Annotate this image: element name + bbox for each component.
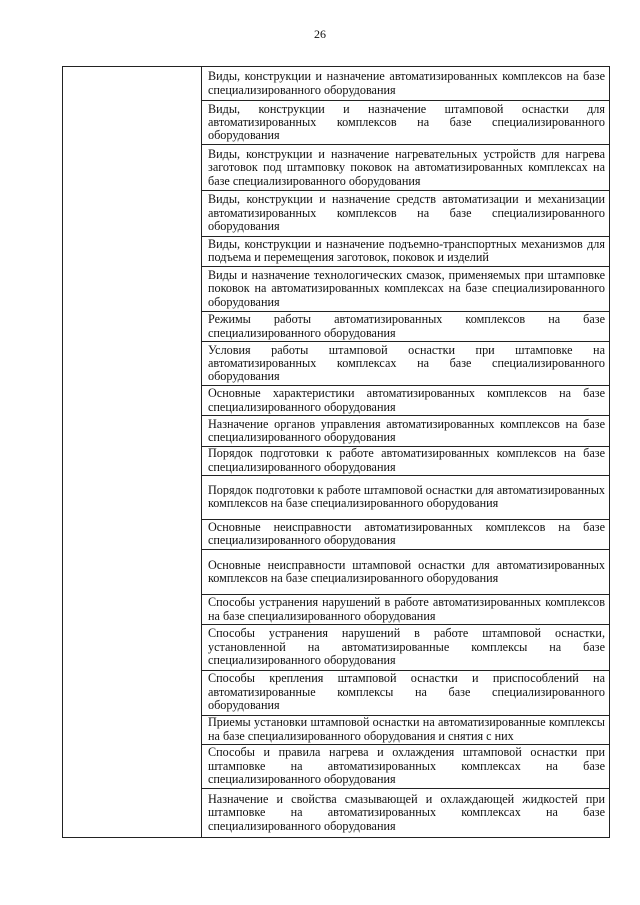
row-text: Виды, конструкции и назначение подъемно-транспортных механизмов для подъема и перемещения заготовок, поковок и изделий <box>208 236 605 265</box>
row-text: Основные характеристики автоматизированных комплексов на базе специализированного оборудования <box>208 386 605 414</box>
table-row <box>202 342 609 386</box>
table-row <box>202 745 609 789</box>
row-text: Режимы работы автоматизированных комплексов на базе специализированного оборудования <box>208 312 605 340</box>
table-row <box>202 671 609 716</box>
table-row <box>202 191 609 236</box>
row-text: Порядок подготовки к работе автоматизированных комплексов на базе специализированного оборудования <box>208 446 605 474</box>
table-left-column <box>63 67 202 837</box>
row-text: Назначение и свойства смазывающей и охлаждающей жидкостей при штамповке на автоматизированных комплексах на базе специализированного оборудования <box>208 791 605 833</box>
row-text: Виды и назначение технологических смазок, применяемых при штамповке поковок на автоматизированных комплексах на базе специализированного оборудования <box>208 267 605 309</box>
table-row <box>202 267 609 312</box>
row-text: Виды, конструкции и назначение нагревательных устройств для нагрева заготовок под штамповку поковок на автоматизированных комплексах на базе специализированного оборудования <box>208 146 605 188</box>
row-text: Основные неисправности штамповой оснастки для автоматизированных комплексов на базе специализированного оборудования <box>208 557 605 586</box>
row-text: Назначение органов управления автоматизированных комплексов на базе специализированного оборудования <box>208 416 605 444</box>
row-text: Основные неисправности автоматизированных комплексов на базе специализированного оборудования <box>208 520 605 548</box>
row-text: Способы устранения нарушений в работе штамповой оснастки, установленной на автоматизированные комплексы на базе специализированного оборудования <box>208 626 605 668</box>
row-text: Виды, конструкции и назначение средств автоматизации и механизации автоматизированных комплексов на базе специализированного оборудования <box>208 192 605 234</box>
table-right-column <box>202 67 609 837</box>
row-text: Способы крепления штамповой оснастки и приспособлений на автоматизированные комплексы на базе специализированного оборудования <box>208 671 605 713</box>
row-text: Приемы установки штамповой оснастки на автоматизированные комплексы на базе специализированного оборудования и снятия с них <box>208 715 605 743</box>
table-row <box>202 386 609 416</box>
table-row <box>202 145 609 191</box>
table-row <box>202 447 609 476</box>
table-row <box>202 550 609 595</box>
table-row <box>202 595 609 625</box>
table-row <box>202 237 609 267</box>
table-row <box>202 416 609 446</box>
row-text: Виды, конструкции и назначение штамповой оснастки для автоматизированных комплексов на базе специализированного оборудования <box>208 101 605 143</box>
table-row <box>202 520 609 550</box>
table-row <box>202 312 609 342</box>
table-row <box>202 716 609 745</box>
table-row <box>202 67 609 101</box>
row-text: Способы и правила нагрева и охлаждения штамповой оснастки при штамповке на автоматизированных комплексах на базе специализированного оборудования <box>208 745 605 787</box>
row-text: Условия работы штамповой оснастки при штамповке на автоматизированных комплексах на базе специализированного оборудования <box>208 342 605 384</box>
row-text: Порядок подготовки к работе штамповой оснастки для автоматизированных комплексов на базе специализированного оборудования <box>208 482 605 511</box>
table-row <box>202 476 609 520</box>
table-row <box>202 625 609 670</box>
table-row <box>202 101 609 145</box>
table-row <box>202 789 609 837</box>
requirements-table <box>62 66 610 838</box>
page-number: 26 <box>314 27 326 41</box>
row-text: Способы устранения нарушений в работе автоматизированных комплексов на базе специализированного оборудования <box>208 595 605 623</box>
row-text: Виды, конструкции и назначение автоматизированных комплексов на базе специализированного оборудования <box>208 69 605 97</box>
